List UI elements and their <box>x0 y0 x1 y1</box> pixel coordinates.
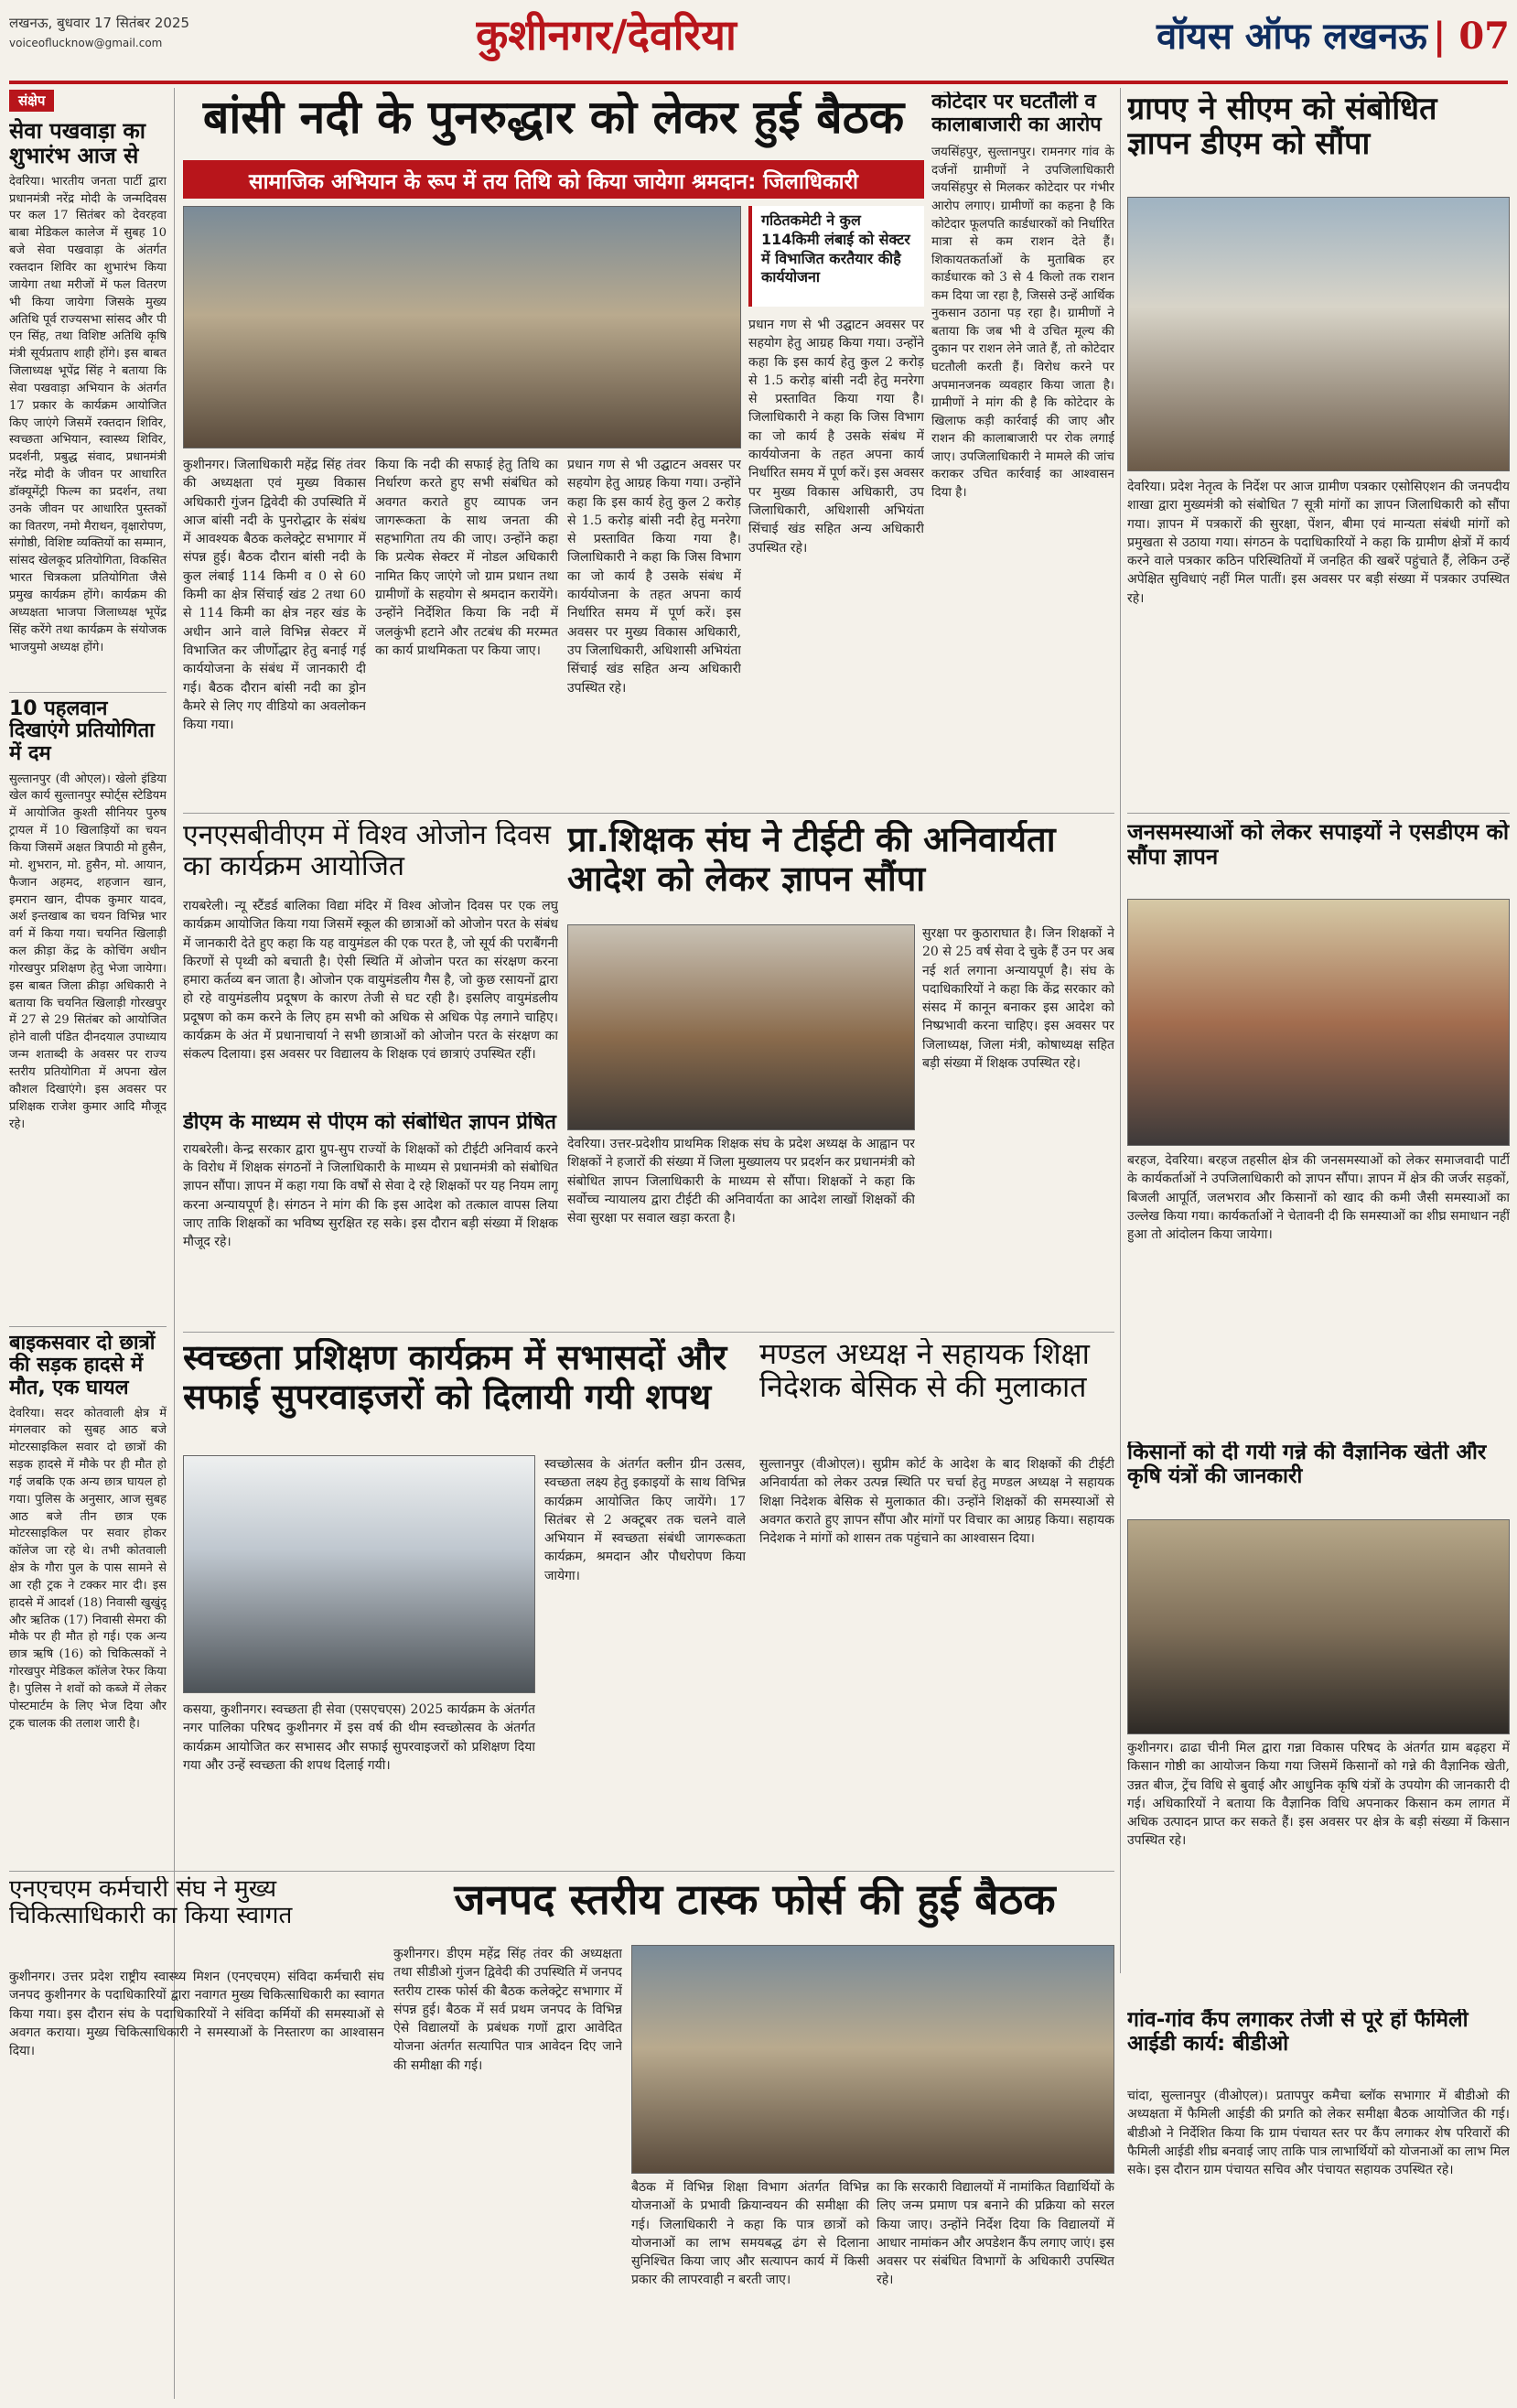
tet-body-1: देवरिया। उत्तर-प्रदेशीय प्राथमिक शिक्षक संघ के प्रदेश अध्यक्ष के आह्वान पर शिक्षकों ने हजारों की संख्या में जिला मुख्यालय पर प्रदर्शन कर प्रधानमंत्री को संबोधित ज्ञापन जिलाधिकारी के माध्यम से सौंपा। शिक्षकों ने कहा कि सर्वोच्च न्यायालय द्वारा टीईटी की अनिवार्यता का आदेश लाखों शिक्षकों की सेवा सुरक्षा पर सवाल खड़ा करता है। <box>567 1137 915 1226</box>
swachhta-body-1: कसया, कुशीनगर। स्वच्छता ही सेवा (एसएचएस) 2025 कार्यक्रम के अंतर्गत नगर पालिका परिषद कुशीनगर में इस वर्ष की थीम स्वच्छोत्सव के अंतर्गत कार्यक्रम आयोजित कर सभासद और सफाई सुपरवाइजरों को प्रशिक्षण दिया गया और उन्हें स्वच्छता की शपथ दिलाई गयी। <box>183 1702 535 1773</box>
lead-body-1: कुशीनगर। जिलाधिकारी महेंद्र सिंह तंवर की अध्यक्षता एवं मुख्य विकास अधिकारी गुंजन द्विवेदी की उपस्थिति में आज बांसी नदी के पुनरोद्धार के संबंध में आवश्यक बैठक कलेक्ट्रेट सभागार में संपन्न हुई। बैठक दौरान बांसी नदी के कुल लंबाई 114 किमी व 0 से 60 किमी का क्षेत्र सिंचाई खंड 2 तथा 60 से 114 किमी का क्षेत्र नहर खंड के अधीन आने वाले विभिन्न सेक्टर में विभाजित कर जीर्णोद्धार हेतु बनाई गई कार्ययोजना के संबंध में जानकारी दी गई। बैठक दौरान बांसी नदी का ड्रोन कैमरे से लिए गए वीडियो का अवलोकन किया गया। <box>183 458 366 733</box>
training-photo <box>183 1455 535 1693</box>
protest-photo <box>567 924 915 1130</box>
ozone-headline: एनएसबीवीएम में विश्व ओजोन दिवस का कार्यक्रम आयोजित <box>183 820 551 882</box>
swachhta-headline: स्वच्छता प्रशिक्षण कार्यक्रम में सभासदों और सफाई सुपरवाइजरों को दिलायी गयी शपथ <box>183 1338 727 1417</box>
meeting-photo <box>183 206 741 448</box>
grapa-photo <box>1127 197 1510 471</box>
sdm-body: बरहज, देवरिया। बरहज तहसील क्षेत्र की जनसमस्याओं को लेकर समाजवादी पार्टी के कार्यकर्ताओं ने उपजिलाधिकारी को ज्ञापन सौंपा। ज्ञापन में क्षेत्र की जर्जर सड़कों, बिजली आपूर्ति, जलभराव और किसानों को खाद की कमी जैसी समस्याओं का उल्लेख किया गया। कार्यकर्ताओं ने चेतावनी दी कि समस्याओं का शीघ्र समाधान नहीं हुआ तो आंदोलन किया जायेगा। <box>1127 1153 1510 1243</box>
grapa-body: देवरिया। प्रदेश नेतृत्व के निर्देश पर आज ग्रामीण पत्रकार एसोसिएशन की जनपदीय शाखा द्वारा मुख्यमंत्री को संबोधित 7 सूत्री मांगों का ज्ञापन जिलाधिकारी को सौंपा गया। ज्ञापन में पत्रकारों की सुरक्षा, पेंशन, बीमा एवं मान्यता संबंधी मांगों को प्रमुखता से उठाया गया। संगठन के पदाधिकारियों ने कहा कि ग्रामीण क्षेत्रों में कार्य करने वाले पत्रकार कठिन परिस्थितियों में जनहित की खबरें पहुंचाते हैं, लेकिन उन्हें अपेक्षित सुविधाएं नहीं मिल पातीं। इस अवसर पर बड़ी संख्या में पत्रकार उपस्थित रहे। <box>1127 480 1510 606</box>
lead-body-3: प्रधान गण से भी उद्घाटन अवसर पर सहयोग हेतु आग्रह किया गया। उन्होंने कहा कि इस कार्य हेतु कुल 2 करोड़ से 1.5 करोड़ बांसी नदी हेतु मनरेगा से प्रस्तावित किया गया है। जिलाधिकारी ने कहा कि जिस विभाग का जो कार्य है उसके संबंध में कार्ययोजना के तहत अपना कार्य निर्धारित समय में पूर्ण करें। इस अवसर पर मुख्य विकास अधिकारी, उप जिलाधिकारी, अधिशासी अभियंता सिंचाई खंड सहित अन्य अधिकारी उपस्थित रहे। <box>567 458 741 696</box>
family-id-headline: गांव-गांव कैंप लगाकर तेजी से पूरे हों फैमिली आईडी कार्य: बीडीओ <box>1127 2009 1469 2056</box>
tet-body-2: सुरक्षा पर कुठाराघात है। जिन शिक्षकों ने 20 से 25 वर्ष सेवा दे चुके हैं उन पर अब नई शर्त लगाना अन्यायपूर्ण है। संघ के पदाधिकारियों ने कहा कि केंद्र सरकार को संसद में कानून बनाकर इस आदेश को निष्प्रभावी करना चाहिए। इस अवसर पर जिलाध्यक्ष, जिला मंत्री, कोषाध्यक्ष सहित बड़ी संख्या में शिक्षक उपस्थित रहे। <box>922 926 1114 1072</box>
brief-1-headline: सेवा पखवाड़ा का शुभारंभ आज से <box>9 118 146 168</box>
swachhta-headline-box <box>183 1338 750 1448</box>
tet-headline-box <box>567 820 1114 921</box>
ganna-headline-box <box>1127 1442 1510 1515</box>
divider <box>9 1871 1114 1872</box>
lead-body-2: किया कि नदी की सफाई हेतु तिथि का निर्धारण करते हुए सभी संबंधित को अवगत कराते हुए व्यापक जन जागरूकता के साथ जनता की सहभागिता तय की जाए। उन्होंने कहा कि प्रत्येक सेक्टर में नोडल अधिकारी नामित किए जाएंगे जो ग्राम प्रधान तथा ग्रामीणों के सहयोग से श्रमदान करायेंगे। उन्होंने निर्देशित किया कि नदी में जलकुंभी हटाने और तटबंध की मरम्मत का कार्य प्राथमिकता पर किया जाए। <box>375 458 558 658</box>
tet-headline: प्रा.शिक्षक संघ ने टीईटी की अनिवार्यता आदेश को लेकर ज्ञापन सौंपा <box>567 820 1056 899</box>
ganna-photo <box>1127 1519 1510 1734</box>
ganna-body: कुशीनगर। ढाढा चीनी मिल द्वारा गन्ना विकास परिषद के अंतर्गत ग्राम बढ़हरा में किसान गोष्ठी का आयोजन किया गया जिसमें किसानों को गन्ने की वैज्ञानिक खेती, उन्नत बीज, ट्रेंच विधि से बुवाई और आधुनिक कृषि यंत्रों के उपयोग की जानकारी दी गई। अधिकारियों ने बताया कि वैज्ञानिक विधि अपनाकर किसान कम लागत में अधिक उत्पादन प्राप्त कर सकते हैं। इस अवसर पर क्षेत्र के बड़ी संख्या में किसान उपस्थित रहे। <box>1127 1741 1510 1849</box>
dm-memo-story <box>183 1112 558 1323</box>
lead-headline-box <box>183 92 924 156</box>
brief-3-body: देवरिया। सदर कोतवाली क्षेत्र में मंगलवार को सुबह आठ बजे मोटरसाइकिल सवार दो छात्रों की सड़क हादसे में मौके पर ही मौत हो गई जबकि एक अन्य छात्र घायल हो गया। पुलिस के अनुसार, आज सुबह आठ बजे तीन छात्र एक मोटरसाइकिल पर सवार होकर कॉलेज जा रहे थे। तभी कोतवाली क्षेत्र के गौरा पुल के पास सामने से आ रही ट्रक ने टक्कर मार दी। इस हादसे में आदर्श (18) निवासी खुखुंदू और ऋतिक (17) निवासी सेमरा की मौके पर ही मौत हो गई। एक अन्य छात्र ऋषि (16) को चिकित्सकों ने गोरखपुर मेडिकल कॉलेज रेफर किया है। पुलिस ने शवों को कब्जे में लेकर पोस्टमार्टम के लिए भेज दिया और ट्रक चालक की तलाश जारी है। <box>9 1406 167 1731</box>
brief-1-body: देवरिया। भारतीय जनता पार्टी द्वारा प्रधानमंत्री नरेंद्र मोदी के जन्मदिवस पर कल 17 सितंबर को देवरहवा बाबा मेडिकल कालेज में सुबह 10 बजे सेवा पखवाड़ा के अंतर्गत रक्तदान शिविर का शुभारंभ किया जायेगा तथा मरीजों में फल वितरण भी किया जायेगा जिसके मुख्य अतिथि पूर्व राज्यसभा सांसद और पी एन सिंह, तथा विशिष्ट अतिथि कृषि मंत्री सूर्यप्रताप शाही होंगे। इस बाबत जिलाध्यक्ष भूपेंद्र सिंह ने बताया कि सेवा पखवाड़ा अभियान के अंतर्गत 17 प्रकार के कार्यक्रम आयोजित किए जाएंगे जिसमें रक्तदान शिविर, स्वच्छता अभियान, स्वास्थ्य शिविर, प्रदर्शनी, प्रबुद्ध संवाद, प्रधानमंत्री नरेंद्र मोदी के जीवन पर आधारित डॉक्यूमेंट्री फिल्म का प्रदर्शन, तथा उनके जीवन पर आधारित पुस्तकों का वितरण, नमो मैराथन, वृक्षारोपण, संगोष्ठी, विशिष्ट व्यक्तियों का सम्मान, सांसद खेलकूद प्रतियोगिता, विकसित भारत चित्रकला प्रतियोगिता जैसे प्रमुख कार्यक्रम होंगे। कार्यक्रम की अध्यक्षता भाजपा जिलाध्यक्ष भूपेंद्र सिंह करेंगे तथा कार्यक्रम के संयोजक भाजयुमो अध्यक्ष होंगे। <box>9 174 167 654</box>
taskforce-body-2: बैठक में विभिन्न शिक्षा विभाग अंतर्गत विभिन्न योजनाओं के प्रभावी क्रियान्वयन की समीक्षा की गई। जिलाधिकारी ने कहा कि पात्र छात्रों को योजनाओं का लाभ समयबद्ध ढंग से दिलाना सुनिश्चित किया जाए और सत्यापन कार्य में किसी प्रकार की लापरवाही न बरती जाए। <box>631 2180 869 2288</box>
masthead-rule <box>9 81 1508 84</box>
lead-subhead: सामाजिक अभियान के रूप में तय तिथि को किया जायेगा श्रमदान: जिलाधिकारी <box>249 170 858 194</box>
divider <box>1127 813 1510 814</box>
family-id-headline-box <box>1127 2009 1510 2082</box>
dateline <box>9 13 393 53</box>
divider <box>183 1332 1114 1333</box>
ozone-headline-box <box>183 820 558 893</box>
ozone-body: रायबरेली। न्यू स्टैंडर्ड बालिका विद्या मंदिर में विश्व ओजोन दिवस पर एक लघु कार्यक्रम आयोजित किया गया जिसमें स्कूल की छात्राओं को ओजोन परत के संबंध में जानकारी देते हुए कहा कि यह वायुमंडल की एक परत है, जो सूर्य की पराबैंगनी किरणों से पृथ्वी को बचाती है। ऐसी स्थिति में ओजोन परत का संरक्षण करना हमारा कर्तव्य बन जाता है। ओजोन एक वायुमंडलीय गैस है, जो कुछ रसायनों द्वारा हो रहे वायुमंडलीय प्रदूषण के कारण तेजी से घट रही है। इसलिए वायुमंडलीय प्रदूषण को कम करने के लिए हम सभी को अधिक से अधिक पेड़ लगाने चाहिए। कार्यक्रम के अंत में प्रधानाचार्या ने सभी छात्राओं को ओजोन परत के संरक्षण का संकल्प दिलाया। इस अवसर पर विद्यालय के शिक्षक एवं छात्राएं उपस्थित रहीं। <box>183 899 558 1063</box>
taskforce-body-3: का कि सरकारी विद्यालयों में नामांकित विद्यार्थियों के लिए जन्म प्रमाण पत्र बनाने की प्रक्रिया को सरल किया जाए। उन्होंने निर्देश दिया कि विद्यालयों में आधार नामांकन और अपडेशन कैंप लगाए जाएं। इस अवसर पर संबंधित विभागों के अधिकारी उपस्थित रहे। <box>877 2180 1114 2288</box>
mandal-headline: मण्डल अध्यक्ष ने सहायक शिक्षा निदेशक बेसिक से की मुलाकात <box>759 1338 1090 1404</box>
lead-subhead-bar <box>183 160 924 199</box>
lead-highlight: गठितकमेटी ने कुल 114किमी लंबाई को सेक्टर में विभाजित करतैयार कीहै कार्ययोजना <box>748 206 924 307</box>
sdm-headline: जनसमस्याओं को लेकर सपाइयों ने एसडीएम को सौंपा ज्ञापन <box>1127 820 1510 869</box>
swachhta-body-2: स्वच्छोत्सव के अंतर्गत क्लीन ग्रीन उत्सव, स्वच्छता लक्ष्य हेतु इकाइयों के साथ विभिन्न कार्यक्रम आयोजित किए जायेंगे। 17 सितंबर से 2 अक्टूबर तक चलने वाले अभियान में स्वच्छता संबंधी जागरूकता कार्यक्रम, श्रमदान और पौधरोपण किया जायेगा। <box>544 1457 746 1583</box>
column-divider <box>1120 88 1121 1973</box>
sdm-headline-box <box>1127 820 1510 893</box>
lead-headline: बांसी नदी के पुनरुद्धार को लेकर हुई बैठक <box>202 92 905 144</box>
lead-body-4: प्रधान गण से भी उद्घाटन अवसर पर सहयोग हेतु आग्रह किया गया। उन्होंने कहा कि इस कार्य हेतु कुल 2 करोड़ से 1.5 करोड़ बांसी नदी हेतु मनरेगा से प्रस्तावित किया गया है। जिलाधिकारी ने कहा कि जिस विभाग का जो कार्य है उसके संबंध में कार्ययोजना के तहत अपना कार्य निर्धारित समय में पूर्ण करें। इस अवसर पर मुख्य विकास अधिकारी, उप जिलाधिकारी, अधिशासी अभियंता सिंचाई खंड सहित अन्य अधिकारी उपस्थित रहे। <box>748 318 924 556</box>
email-text: voiceoflucknow@gmail.com <box>9 37 163 49</box>
brief-2-headline: 10 पहलवान दिखाएंगे प्रतियोगिता में दम <box>9 696 155 765</box>
family-id-body: चांदा, सुल्तानपुर (वीओएल)। प्रतापपुर कमैचा ब्लॉक सभागार में बीडीओ की अध्यक्षता में फैमिली आईडी की प्रगति को लेकर समीक्षा बैठक आयोजित की गई। बीडीओ ने निर्देशित किया कि ग्राम पंचायत स्तर पर कैंप लगाकर शेष परिवारों की फैमिली आईडी शीघ्र बनवाई जाए ताकि पात्र लाभार्थियों को योजनाओं का लाभ मिल सके। इस दौरान ग्राम पंचायत सचिव और पंचायत सहायक उपस्थित रहे। <box>1127 2089 1510 2178</box>
page-number: | 07 <box>1432 15 1510 58</box>
kotedar-headline: कोटेदार पर घटतौली व कालाबाजारी का आरोप <box>931 92 1102 136</box>
divider <box>183 813 1114 814</box>
mandal-body: सुल्तानपुर (वीओएल)। सुप्रीम कोर्ट के आदेश के बाद शिक्षकों की टीईटी अनिवार्यता को लेकर उत्पन्न स्थिति पर चर्चा हेतु मण्डल अध्यक्ष ने सहायक शिक्षा निदेशक बेसिक से मुलाकात की। उन्होंने शिक्षकों की समस्याओं से अवगत कराते हुए ज्ञापन सौंपा और मांगों पर विचार का आग्रह किया। सहायक निदेशक ने मांगों को शासन तक पहुंचाने का आश्वासन दिया। <box>759 1457 1114 1547</box>
taskforce-photo <box>631 1945 1114 2174</box>
brief-3-headline: बाइकसवार दो छात्रों की सड़क हादसे में मौत, एक घायल <box>9 1331 156 1399</box>
nhm-headline-box <box>9 1876 384 1963</box>
taskforce-body-1: कुशीनगर। डीएम महेंद्र सिंह तंवर की अध्यक्षता तथा सीडीओ गुंजन द्विवेदी की उपस्थिति में जनपद स्तरीय टास्क फोर्स की बैठक कलेक्ट्रेट सभागार में संपन्न हुई। बैठक में सर्व प्रथम जनपद के विभिन्न ऐसे विद्यालयों के प्रबंधक गणों द्वारा आवेदित योजना अंतर्गत सत्यापित पात्र आवेदन दिए जाने की समीक्षा की गई। <box>393 1947 622 2073</box>
grapa-headline-box <box>1127 92 1510 192</box>
nhm-headline: एनएचएम कर्मचारी संघ ने मुख्य चिकित्साधिकारी का किया स्वागत <box>9 1876 293 1930</box>
mandal-headline-box <box>759 1338 1114 1448</box>
section-title: कुशीनगर/देवरिया <box>476 10 737 59</box>
brand-name: वॉयस ऑफ लखनऊ <box>1156 15 1427 58</box>
nhm-body: कुशीनगर। उत्तर प्रदेश राष्ट्रीय स्वास्थ्य मिशन (एनएचएम) संविदा कर्मचारी संघ जनपद कुशीनगर के पदाधिकारियों द्वारा नवागत मुख्य चिकित्साधिकारी का स्वागत किया गया। इस दौरान संघ के पदाधिकारियों ने संविदा कर्मियों की समस्याओं से अवगत कराया। मुख्य चिकित्साधिकारी ने समस्याओं के निस्तारण का आश्वासन दिया। <box>9 1970 384 2059</box>
kotedar-body: जयसिंहपुर, सुल्तानपुर। रामनगर गांव के दर्जनों ग्रामीणों ने उपजिलाधिकारी जयसिंहपुर से मिलकर कोटेदार पर गंभीर आरोप लगाए। ग्रामीणों का कहना है कि कोटेदार फूलपति कार्डधारकों को निर्धारित मात्रा से कम राशन देते हैं। शिकायतकर्ताओं के मुताबिक हर कार्डधारक को 3 से 4 किलो तक राशन कम दिया जा रहा है, जिससे उन्हें आर्थिक नुकसान उठाना पड़ रहा है। ग्रामीणों ने बताया कि जब भी वे उचित मूल्य की दुकान पर राशन लेने जाते हैं, तो कोटेदार घटतौली करती हैं। विरोध करने पर अपमानजनक व्यवहार किया जाता है। ग्रामीणों ने मांग की है कि कोटेदार के खिलाफ कड़ी कार्रवाई की जाए और राशन की कालाबाजारी पर रोक लगाई जाए। उपजिलाधिकारी ने मामले की जांच कराकर उचित कार्रवाई का आश्वासन दिया है। <box>931 145 1114 500</box>
date-text: लखनऊ, बुधवार 17 सितंबर 2025 <box>9 15 190 31</box>
kotedar-story <box>931 92 1114 810</box>
brief-2-body: सुल्तानपुर (वी ओएल)। खेलो इंडिया खेल कार्य सुल्तानपुर स्पोर्ट्स स्टेडियम में आयोजित कुश्ती सीनियर पुरुष ट्रायल में 10 खिलाड़ियों का चयन किया जिसमें अक्षत त्रिपाठी मो हुसैन, मो. शुभरान, मो. हुसैन, मो. आयान, फैजान अहमद, शहजान खान, इमरान खान, दीपक कुमार यादव, अर्श इन्तखाब का चयन विभिन्न भार वर्ग में किया गया। चयनित खिलाड़ी कल क्रीड़ा केंद्र के कोचिंग अधीन गोरखपुर प्रशिक्षण हेतु भेजा जायेगा। इस बाबत जिला क्रीड़ा अधिकारी ने बताया कि चयनित खिलाड़ी गोरखपुर में 27 से 29 सितंबर को आयोजित होने वाली पंडित दीनदयाल उपाध्याय जन्म शताब्दी के अवसर पर राज्य स्तरीय प्रतियोगिता में अपना खेल कौशल दिखाएंगे। इस अवसर पर प्रशिक्षक राजेश कुमार आदि मौजूद रहे। <box>9 772 167 1131</box>
taskforce-headline-box <box>393 1876 1116 1940</box>
ganna-headline: किसानों को दी गयी गन्ने की वैज्ञानिक खेती और कृषि यंत्रों की जानकारी <box>1127 1442 1487 1488</box>
dm-memo-headline: डीएम के माध्यम से पीएम को संबोधित ज्ञापन प्रेषित <box>183 1112 556 1134</box>
sdm-photo <box>1127 899 1510 1146</box>
grapa-headline: ग्रापए ने सीएम को संबोधित ज्ञापन डीएम को सौंपा <box>1127 92 1437 163</box>
brand <box>1098 9 1510 59</box>
brief-label: संक्षेप <box>9 90 54 112</box>
dm-memo-body: रायबरेली। केन्द्र सरकार द्वारा ग्रुप-सुप राज्यों के शिक्षकों को टीईटी अनिवार्य करने के विरोध में शिक्षक संगठनों ने जिलाधिकारी के माध्यम से प्रधानमंत्री को संबोधित ज्ञापन सौंपा। ज्ञापन में कहा गया कि वर्षों से सेवा दे रहे शिक्षकों पर यह नियम लागू करना अन्यायपूर्ण है। संगठन ने मांग की कि इस आदेश को तत्काल वापस लिया जाए ताकि शिक्षकों का भविष्य सुरक्षित रह सके। इस दौरान बड़ी संख्या में शिक्षक मौजूद रहे। <box>183 1141 558 1250</box>
taskforce-headline: जनपद स्तरीय टास्क फोर्स की हुई बैठक <box>454 1876 1056 1924</box>
